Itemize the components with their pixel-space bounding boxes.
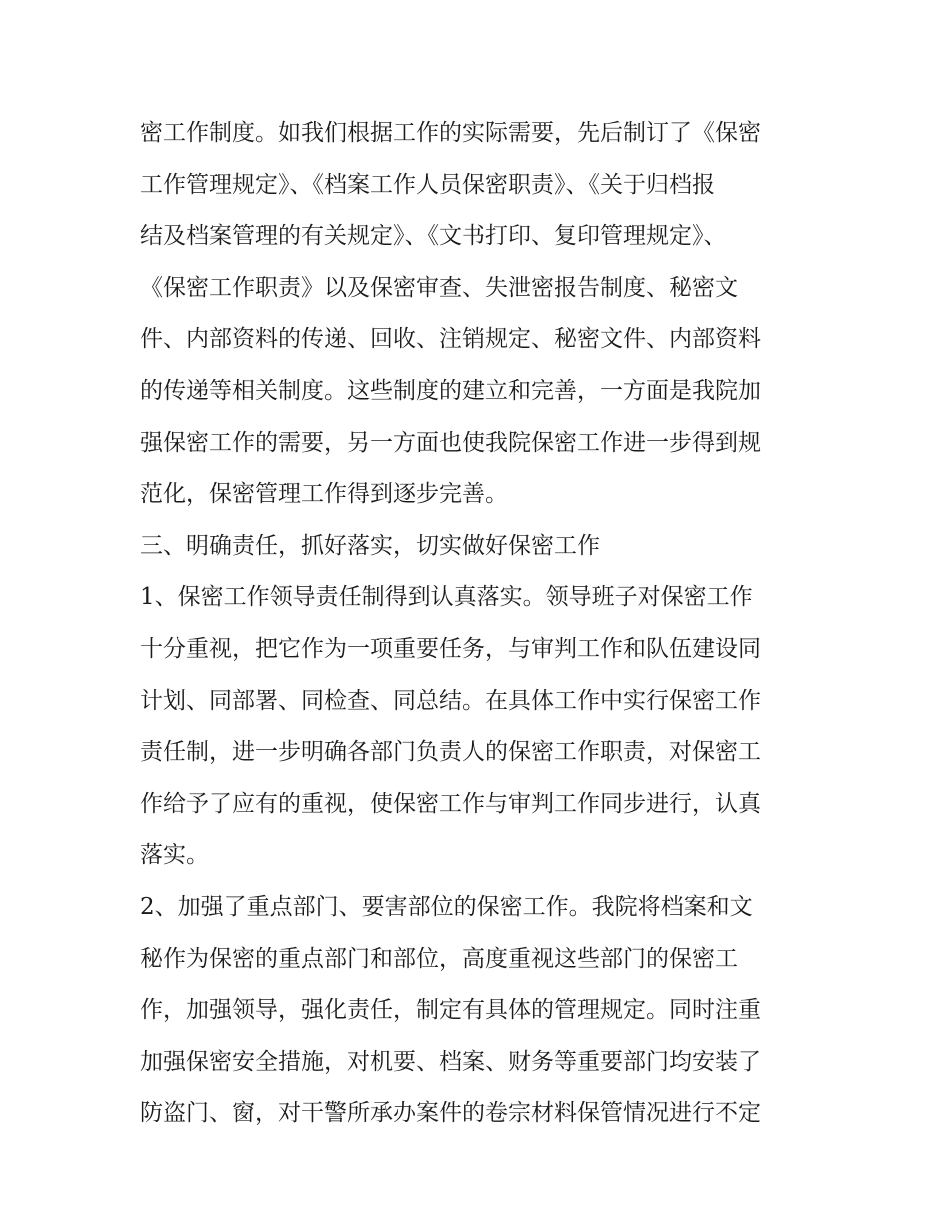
text-line: 落实。 [140, 842, 209, 869]
text-line: 十分重视，把它作为一项重要任务，与审判工作和队伍建设同 [140, 635, 761, 662]
text-line: 件、内部资料的传递、回收、注销规定、秘密文件、内部资料 [140, 326, 761, 353]
document-body [140, 108, 820, 1140]
text-line: 密工作制度。如我们根据工作的实际需要，先后制订了《保密 [140, 120, 761, 146]
text-line: 秘作为保密的重点部门和部位，高度重视这些部门的保密工 [140, 945, 738, 972]
text-line: 范化，保密管理工作得到逐步完善。 [140, 481, 508, 508]
section-heading: 三、明确责任，抓好落实，切实做好保密工作 [140, 532, 600, 559]
text-line: 《保密工作职责》以及保密审查、失泄密报告制度、秘密文 [140, 274, 738, 301]
text-line: 责任制，进一步明确各部门负责人的保密工作职责，对保密工 [140, 739, 761, 766]
text-line: 2、加强了重点部门、要害部位的保密工作。我院将档案和文 [140, 893, 753, 920]
text-line: 强保密工作的需要，另一方面也使我院保密工作进一步得到规 [140, 429, 761, 456]
text-line: 的传递等相关制度。这些制度的建立和完善，一方面是我院加 [140, 377, 761, 404]
text-line: 结及档案管理的有关规定》、《文书打印、复印管理规定》、 [140, 223, 727, 250]
text-line: 作给予了应有的重视，使保密工作与审判工作同步进行，认真 [140, 790, 761, 817]
text-line: 加强保密安全措施，对机要、档案、财务等重要部门均安装了 [140, 1048, 761, 1075]
text-line: 1、保密工作领导责任制得到认真落实。领导班子对保密工作 [140, 584, 753, 611]
text-line: 作，加强领导，强化责任，制定有具体的管理规定。同时注重 [140, 997, 761, 1024]
text-line: 计划、同部署、同检查、同总结。在具体工作中实行保密工作 [140, 687, 761, 714]
text-line: 防盗门、窗，对干警所承办案件的卷宗材料保管情况进行不定 [140, 1100, 761, 1127]
text-line: 工作管理规定》、《档案工作人员保密职责》、《关于归档报 [140, 171, 715, 198]
